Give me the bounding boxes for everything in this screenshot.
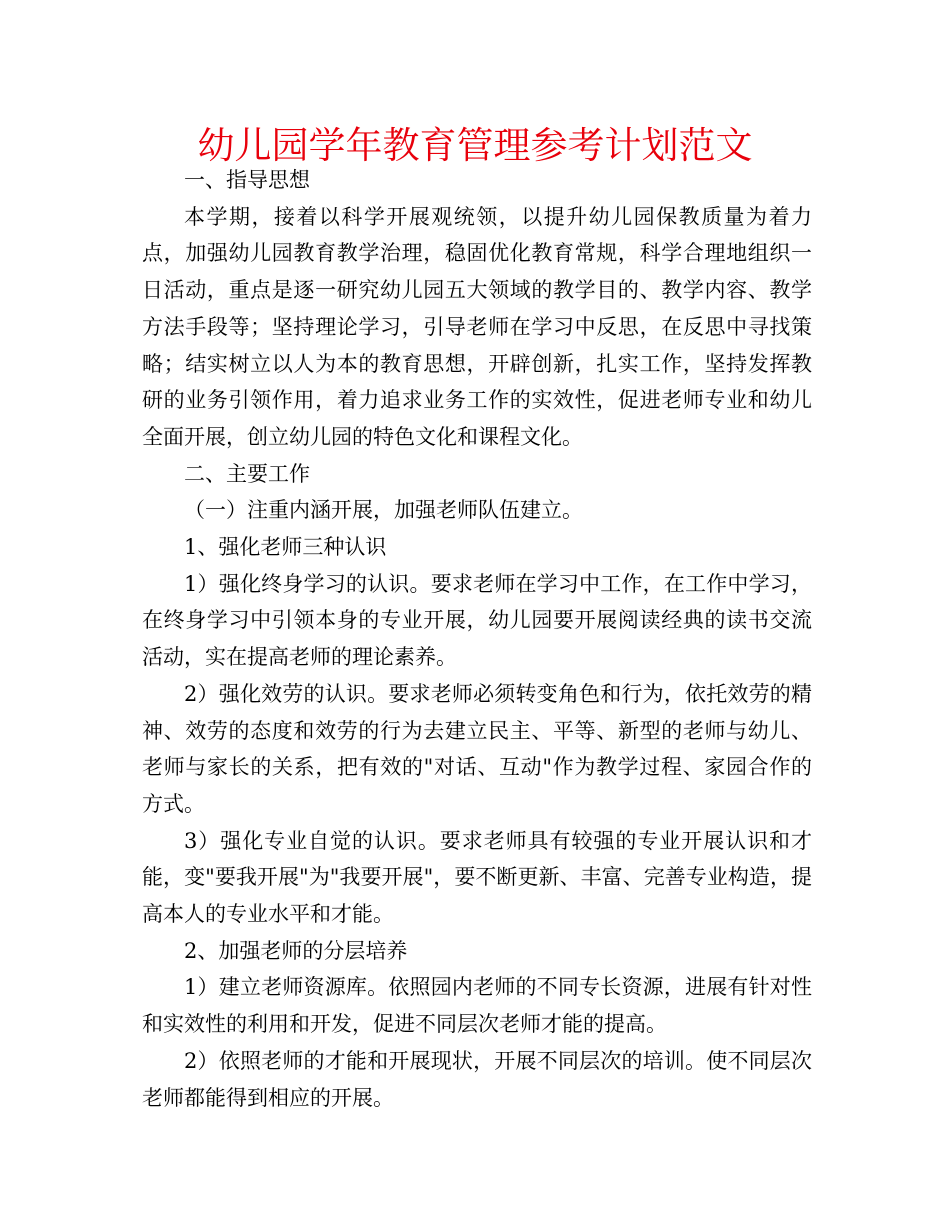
item-heading-three-awareness: 1、强化老师三种认识 <box>184 535 387 560</box>
section-heading-main-work: 二、主要工作 <box>184 461 310 486</box>
subsection-heading-teacher-team: （一）注重内涵开展，加强老师队伍建立。 <box>184 498 583 523</box>
document-body <box>142 162 812 1116</box>
paragraph-lifelong-learning: 1）强化终身学习的认识。要求老师在学习中工作，在工作中学习，在终身学习中引领本身的专业开展，幼儿园要开展阅读经典的读书交流活动，实在提高老师的理论素养。 <box>142 571 812 670</box>
paragraph-resource-library: 1）建立老师资源库。依照园内老师的不同专长资源，进展有针对性和实效性的利用和开发，促进不同层次老师才能的提高。 <box>142 975 812 1037</box>
paragraph-service-awareness: 2）强化效劳的认识。要求老师必须转变角色和行为，依托效劳的精神、效劳的态度和效劳的行为去建立民主、平等、新型的老师与幼儿、老师与家长的关系，把有效的"对话、互动"作为教学过程、家园合作的方式。 <box>142 681 812 816</box>
section-heading-guiding-ideology: 一、指导思想 <box>184 168 310 192</box>
paragraph-professional-awareness: 3）强化专业自觉的认识。要求老师具有较强的专业开展认识和才能，变"要我开展"为"我要开展"，要不断更新、丰富、完善专业构造，提高本人的专业水平和才能。 <box>142 828 812 927</box>
paragraph-guiding-ideology: 本学期，接着以科学开展观统领，以提升幼儿园保教质量为着力点，加强幼儿园教育教学治理，稳固优化教育常规，科学合理地组织一日活动，重点是逐一研究幼儿园五大领域的教学目的、教学内容、教学方法手段等；坚持理论学习，引导老师在学习中反思，在反思中寻找策略；结实树立以人为本的教育思想，开辟创新，扎实工作，坚持发挥教研的业务引领作用，着力追求业务工作的实效性，促进老师专业和幼儿全面开展，创立幼儿园的特色文化和课程文化。 <box>142 204 812 449</box>
item-heading-layered-training: 2、加强老师的分层培养 <box>184 938 408 963</box>
paragraph-layered-training: 2）依照老师的才能和开展现状，开展不同层次的培训。使不同层次老师都能得到相应的开展。 <box>142 1048 812 1110</box>
document-title: 幼儿园学年教育管理参考计划范文 <box>197 124 753 167</box>
